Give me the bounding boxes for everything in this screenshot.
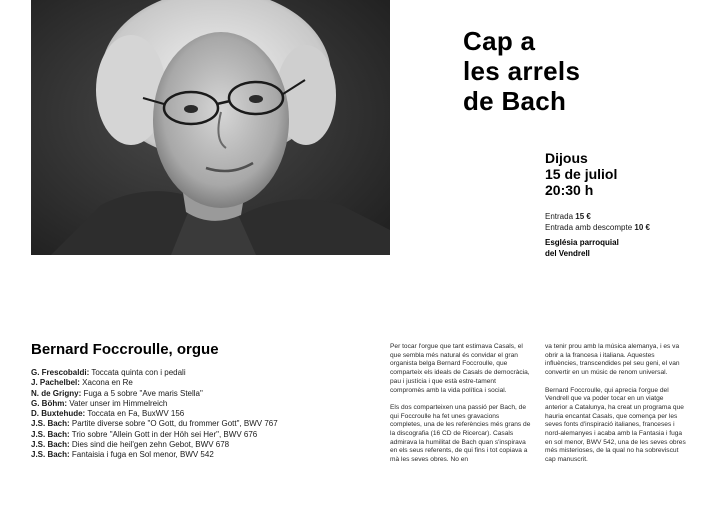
event-day: Dijous xyxy=(545,150,588,166)
program-composer: G. Frescobaldi: xyxy=(31,368,90,377)
program-item xyxy=(31,450,361,460)
program-list xyxy=(31,368,361,461)
event-datetime xyxy=(545,150,617,198)
program-composer: N. de Grigny: xyxy=(31,388,82,398)
venue-line: Església parroquial xyxy=(545,238,619,247)
title-line: Cap a xyxy=(463,26,536,56)
body-paragraph: Bernard Foccroulle, qui aprecia l'orgue del Vendrell que va poder tocar en un viatge anterior a Catalunya, ha creat un programa que hauria encantat Casals, que comença per les seves fonts d'inspiració italianes, franceses i nord-alemanyes i acaba amb la Fantasia i fuga en sol menor, BWV 542, una de les seves obres més misterioses, de la qual no ha sobreviscut cap manuscrit. xyxy=(545,386,686,464)
program-composer: J.S. Bach: xyxy=(31,440,70,450)
program-composer: J.S. Bach: xyxy=(31,419,70,429)
program-item xyxy=(31,368,361,378)
performer-photo xyxy=(31,0,390,255)
event-time: 20:30 h xyxy=(545,182,594,198)
portrait-image xyxy=(31,0,390,255)
program-work: Partite diverse sobre "O Gott, du frommer Gott", BWV 767 xyxy=(71,419,278,429)
body-paragraph: va tenir prou amb la música alemanya, i es va obrir a la francesa i italiana. Aquestes influències, transcendides pel seu geni, el van convertir en un músic de renom universal. xyxy=(545,343,680,377)
program-work: Dies sind die heil'gen zehn Gebot, BWV 678 xyxy=(71,440,230,450)
discount-price xyxy=(545,222,650,233)
ticket-prices xyxy=(545,211,650,233)
program-item xyxy=(31,389,361,399)
program-work: Toccata en Fa, BuxWV 156 xyxy=(87,409,185,419)
body-text-column-2 xyxy=(545,343,687,474)
program-composer: J. Pachelbel: xyxy=(31,378,80,388)
program-work: Xacona en Re xyxy=(82,378,133,388)
discount-price-label: Entrada amb descompte xyxy=(545,223,633,232)
program-work: Trio sobre "Allein Gott in der Höh sei Her", BWV 676 xyxy=(71,429,258,439)
program-work: Fuga a 5 sobre "Ave maris Stella" xyxy=(83,388,203,398)
event-title xyxy=(463,26,580,116)
program-item xyxy=(31,440,361,450)
program-composer: G. Böhm: xyxy=(31,398,67,408)
body-paragraph: Per tocar l'orgue que tant estimava Casals, el que sembla més natural és convidar el gran organista belga Bernard Foccroulle, que comparteix els ideals de Casals de democràcia, pau i justícia i que està estre-tament compromès amb la vida política i social. xyxy=(390,343,530,394)
program-item xyxy=(31,409,361,419)
program-item xyxy=(31,378,361,388)
performer-name: Bernard Foccroulle, orgue xyxy=(31,341,219,358)
program-work: Toccata quinta con i pedali xyxy=(91,368,186,377)
program-composer: D. Buxtehude: xyxy=(31,409,86,419)
general-price-value: 15 € xyxy=(575,212,591,221)
body-paragraph: Els dos comparteixen una passió per Bach, de qui Foccroulle ha fet unes gravacions completes, una de les referències més grans de la discografia (16 CD de Ricercar). Casals admirava la humilitat de Bach quan s'inspirava en els seus referents, de qui fins i tot copiava a mà les seves obres. No en xyxy=(390,403,531,464)
program-composer: J.S. Bach: xyxy=(31,429,70,439)
program-item xyxy=(31,430,361,440)
discount-price-value: 10 € xyxy=(634,223,650,232)
venue-line: del Vendrell xyxy=(545,249,590,258)
general-price xyxy=(545,211,650,222)
event-date: 15 de juliol xyxy=(545,166,618,182)
title-line: les arrels xyxy=(463,56,581,86)
general-price-label: Entrada xyxy=(545,212,574,221)
program-composer: J.S. Bach: xyxy=(31,450,70,460)
body-text-column-1 xyxy=(390,343,532,474)
title-line: de Bach xyxy=(463,86,567,116)
program-item xyxy=(31,399,361,409)
program-item xyxy=(31,419,361,429)
event-venue xyxy=(545,237,619,259)
program-work: Vater unser im Himmelreich xyxy=(69,398,168,408)
program-work: Fantaisia i fuga en Sol menor, BWV 542 xyxy=(71,450,214,460)
